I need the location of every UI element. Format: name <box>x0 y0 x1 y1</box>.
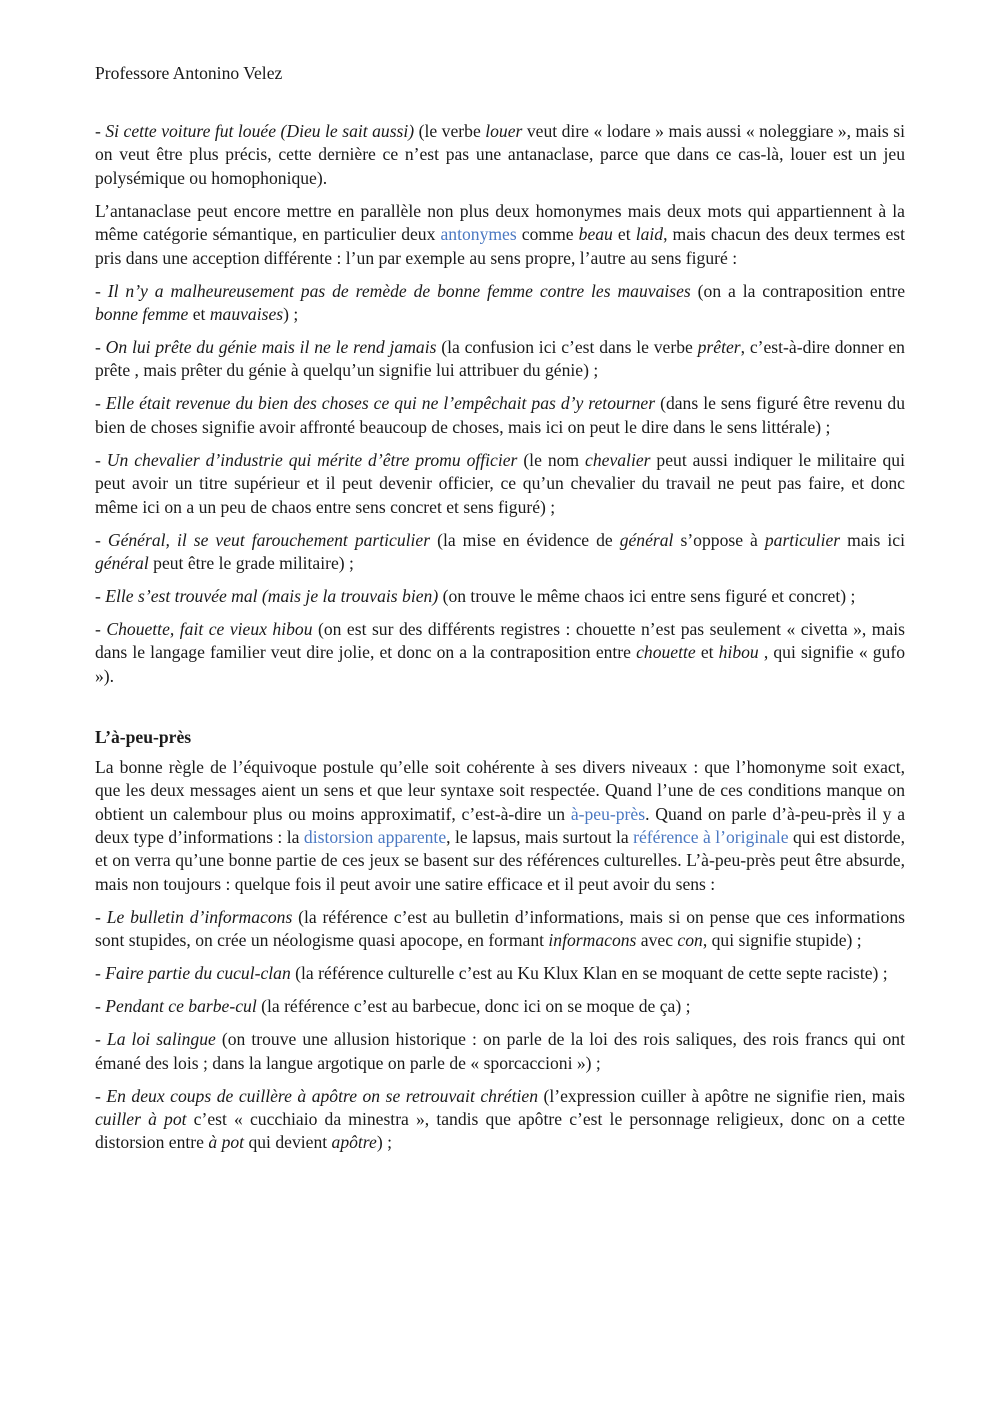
paragraph-example-chevalier <box>95 449 905 519</box>
example-phrase: Le bulletin d’informacons <box>106 906 293 927</box>
emphasis: laid <box>635 224 664 245</box>
text: - <box>95 121 106 141</box>
example-phrase: Elle était revenue du bien des choses ce qui ne l’empêchait pas d’y retourner <box>105 393 656 414</box>
text: c’est « cucchiaio da minestra », tandis que apôtre c’est le personnage religieux, donc on a cette distorsion entre <box>95 1108 905 1153</box>
text: - <box>95 1085 107 1106</box>
text: (la référence culturelle c’est au Ku Klux Klan en se moquant de cette septe raciste) ; <box>290 963 888 984</box>
text: (on trouve une allusion historique : on parle de la loi des rois saliques, des rois francs qui ont émané des lois ; dans la langue argotique on parle de « sporcaccioni ») ; <box>95 1029 905 1073</box>
emphasis: chouette <box>636 642 696 663</box>
paragraph-example-trouvee <box>95 585 905 608</box>
text: , qui signifie stupide) ; <box>702 930 862 951</box>
emphasis: à pot <box>208 1132 245 1153</box>
text: veut dire « lodare » mais aussi « noleggiare », mais si on veut être plus précis, cette dernière ce n’est pas une antanaclase, parce que dans ce cas-là, louer est un jeu polysémique ou homophonique). <box>95 121 905 188</box>
text: qui devient <box>244 1132 332 1153</box>
text: - <box>95 529 108 550</box>
emphasis: prêter <box>697 337 741 358</box>
paragraph-example-genie <box>95 336 905 383</box>
text: - <box>95 586 106 607</box>
example-phrase: Il n’y a malheureusement pas de remède de bonne femme contre les mauvaises <box>107 280 691 301</box>
emphasis: mauvaises <box>209 304 284 325</box>
text: , c’est-à-dire donner en prête , mais prêter du génie à quelqu’un signifie lui attribuer du génie) ; <box>95 337 905 381</box>
text: (la confusion ici c’est dans le verbe <box>436 337 698 358</box>
example-phrase: Pendant ce barbe-cul <box>105 996 257 1017</box>
emphasis: hibou <box>718 642 759 663</box>
emphasis: con <box>677 930 703 951</box>
text: (la référence c’est au barbecue, donc ici on se moque de ça) ; <box>256 996 691 1017</box>
paragraph-example-cuillere <box>95 1085 905 1155</box>
text: et <box>612 224 636 245</box>
text: peut aussi indiquer le militaire qui peut avoir un titre supérieur et il peut devenir officier, ce qu’un chevalier du travail ne peut pas faire, et donc même ici on a un peu de chaos entre sens concret et sens figuré) ; <box>95 449 905 517</box>
link-reference-originale[interactable]: référence à l’originale <box>633 826 789 847</box>
document-body <box>95 120 905 1164</box>
emphasis: apôtre <box>331 1132 377 1153</box>
text: - <box>95 280 108 301</box>
text: mais ici <box>840 529 905 550</box>
example-phrase: En deux coups de cuillère à apôtre on se retrouvait chrétien <box>106 1085 538 1106</box>
text: qui est distorde, et on verra qu’une bonne partie de ces jeux se basent sur des références culturelles. L’à-peu-près peut être absurde, mais non toujours : quelque fois il peut avoir une satire efficace et il peut avoir du sens : <box>95 826 905 894</box>
paragraph-example-barbe-cul <box>95 995 905 1018</box>
emphasis: louer <box>485 121 523 141</box>
text: ) ; <box>283 304 299 325</box>
link-distorsion-apparente[interactable]: distorsion apparente <box>303 826 447 847</box>
emphasis: particulier <box>764 529 841 550</box>
text: (dans le sens figuré être revenu du bien de choses signifie avoir affronté beaucoup de choses, mais ici on peut le dire dans le sens littérale) ; <box>95 393 905 437</box>
emphasis: bonne femme <box>95 304 189 325</box>
paragraph-example-general <box>95 529 905 576</box>
example-phrase: Général, il se veut farouchement particulier <box>107 529 431 550</box>
section-heading: L’à-peu-près <box>95 727 192 748</box>
text: , mais chacun des deux termes est pris dans une acception différente : l’un par exemple au sens propre, l’autre au sens figuré : <box>95 224 905 268</box>
paragraph-example-chouette <box>95 618 905 688</box>
paragraph-example-remede <box>95 280 905 327</box>
text: s’oppose à <box>673 529 765 550</box>
example-phrase: On lui prête du génie mais il ne le rend jamais <box>105 337 437 358</box>
text: (le nom <box>517 449 586 470</box>
text: - <box>95 449 107 470</box>
text: (la mise en évidence de <box>430 529 620 550</box>
text: (on est sur des différents registres : chouette n’est pas seulement « civetta », mais dans le langage familier veut dire jolie, et donc on a la contraposition entre <box>95 619 906 663</box>
text: ) ; <box>376 1132 392 1153</box>
text: (on trouve le même chaos ici entre sens figuré et concret) ; <box>438 586 856 607</box>
paragraph-example-cucul-clan <box>95 962 905 985</box>
text: et <box>695 642 719 663</box>
link-a-peu-pres[interactable]: à-peu-près <box>570 803 646 824</box>
text: avec <box>636 930 678 951</box>
example-phrase: Faire partie du cucul-clan <box>105 963 291 984</box>
paragraph-example-loi-salingue <box>95 1028 905 1075</box>
text: - <box>95 393 106 414</box>
paragraph-example-louer <box>95 120 905 190</box>
text: et <box>188 304 210 325</box>
text: (on a la contraposition entre <box>690 280 906 301</box>
text: L’antanaclase peut encore mettre en parallèle non plus deux homonymes mais deux mots qui appartiennent à la même catégorie sémantique, en particulier deux <box>95 200 905 245</box>
text: (l’expression cuiller à apôtre ne signifie rien, mais <box>538 1085 905 1106</box>
link-antonymes[interactable]: antonymes <box>440 224 517 245</box>
text: La bonne règle de l’équivoque postule qu’elle soit cohérente à ses divers niveaux : que l’homonyme soit exact, que les deux messages aient un sens et que leur syntaxe soit respectée. Quand l’une de ces conditions manque on obtient un calembour plus ou moins approximatif, c’est-à-dire un <box>95 756 905 824</box>
paragraph-a-peu-pres-intro <box>95 756 905 896</box>
emphasis: chevalier <box>585 449 651 470</box>
emphasis: informacons <box>548 930 637 951</box>
text: (la référence c’est au bulletin d’informations, mais si on pense que ces informations sont stupides, on crée un néologisme quasi apocope, en formant <box>95 906 905 951</box>
text: - <box>95 996 106 1017</box>
text: , le lapsus, mais surtout la <box>446 826 634 847</box>
text: peut être le grade militaire) ; <box>148 553 354 574</box>
text: - <box>95 906 107 927</box>
text: - <box>95 619 107 640</box>
text: (le verbe <box>414 121 486 141</box>
paragraph-example-informacons <box>95 906 905 953</box>
paragraph-example-revenue <box>95 392 905 439</box>
example-phrase: Chouette, fait ce vieux hibou <box>106 619 313 640</box>
text: comme <box>516 224 579 245</box>
emphasis: général <box>619 529 674 550</box>
emphasis: cuiller à pot <box>95 1108 187 1129</box>
text: - <box>95 337 106 358</box>
text: - <box>95 1029 107 1050</box>
text: , qui signifie « gufo »). <box>95 642 906 686</box>
example-phrase: Un chevalier d’industrie qui mérite d’être promu officier <box>106 449 518 470</box>
text: . Quand on parle d’à-peu-près il y a deux type d’informations : la <box>95 803 905 847</box>
example-phrase: Si cette voiture fut louée (Dieu le sait aussi) <box>105 121 415 141</box>
text: - <box>95 963 106 984</box>
example-phrase: La loi salingue <box>106 1029 216 1050</box>
example-phrase: Elle s’est trouvée mal (mais je la trouvais bien) <box>105 586 439 607</box>
page-header-author: Professore Antonino Velez <box>95 63 283 83</box>
paragraph-antanaclase <box>95 200 905 270</box>
emphasis: beau <box>578 224 613 245</box>
emphasis: général <box>95 553 149 574</box>
